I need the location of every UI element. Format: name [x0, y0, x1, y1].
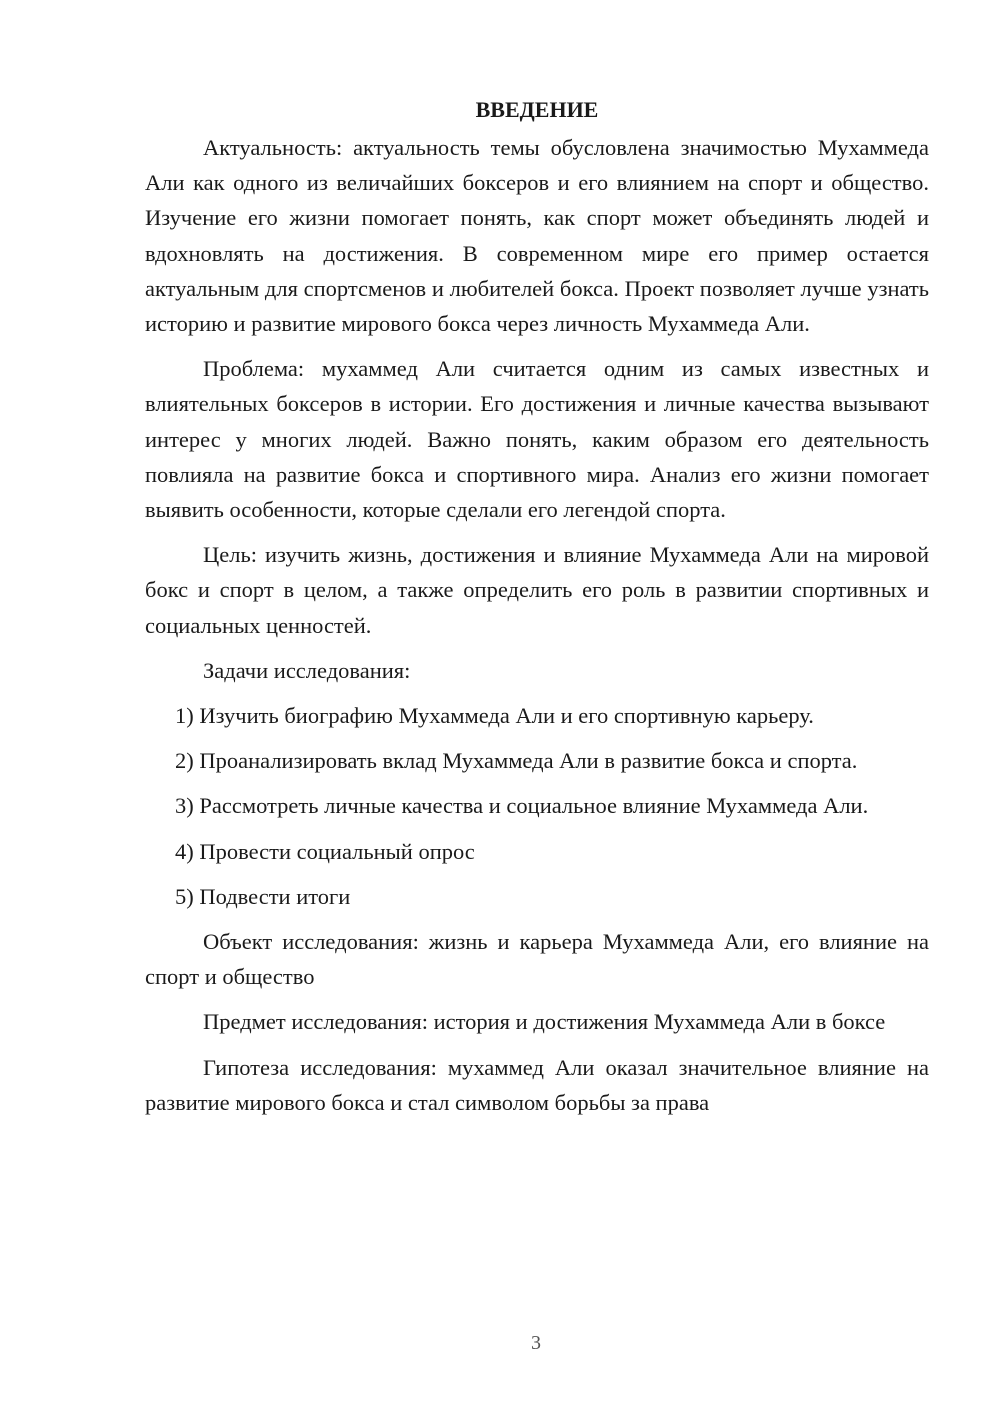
- paragraph-object: Объект исследования: жизнь и карьера Мухаммеда Али, его влияние на спорт и общество: [145, 929, 929, 990]
- paragraph-goal: Цель: изучить жизнь, достижения и влияние Мухаммеда Али на мировой бокс и спорт в целом, а также определить его роль в развитии спортивных и социальных ценностей.: [145, 542, 929, 638]
- paragraph-problem: Проблема: мухаммед Али считается одним из самых известных и влиятельных боксеров в истории. Его достижения и личные качества вызывают интерес у многих людей. Важно понять, каким образом его деятельность повлияла на развитие бокса и спортивного мира. Анализ его жизни помогает выявить особенности, которые сделали его легендой спорта.: [145, 356, 929, 523]
- tasks-heading: Задачи исследования:: [203, 657, 411, 683]
- task-item: 5) Подвести итоги: [175, 883, 351, 909]
- task-item: 4) Провести социальный опрос: [175, 838, 475, 864]
- paragraph-relevance: Актуальность: актуальность темы обусловлена значимостью Мухаммеда Али как одного из величайших боксеров и его влиянием на спорт и общество. Изучение его жизни помогает понять, как спорт может объединять людей и вдохновлять на достижения. В современном мире его пример остается актуальным для спортсменов и любителей бокса. Проект позволяет лучше узнать историю и развитие мирового бокса через личность Мухаммеда Али.: [145, 135, 929, 337]
- document-page: [145, 92, 929, 1130]
- section-title: ВВЕДЕНИЕ: [475, 97, 599, 122]
- paragraph-hypothesis: Гипотеза исследования: мухаммед Али оказал значительное влияние на развитие мирового бокса и стал символом борьбы за права: [145, 1054, 929, 1115]
- task-item: 1) Изучить биографию Мухаммеда Али и его спортивную карьеру.: [175, 703, 814, 729]
- paragraph-subject: Предмет исследования: история и достижения Мухаммеда Али в боксе: [203, 1009, 886, 1035]
- page-number: 3: [531, 1332, 541, 1354]
- task-item: 2) Проанализировать вклад Мухаммеда Али в развитие бокса и спорта.: [175, 748, 858, 774]
- task-item: 3) Рассмотреть личные качества и социальное влияние Мухаммеда Али.: [175, 793, 869, 819]
